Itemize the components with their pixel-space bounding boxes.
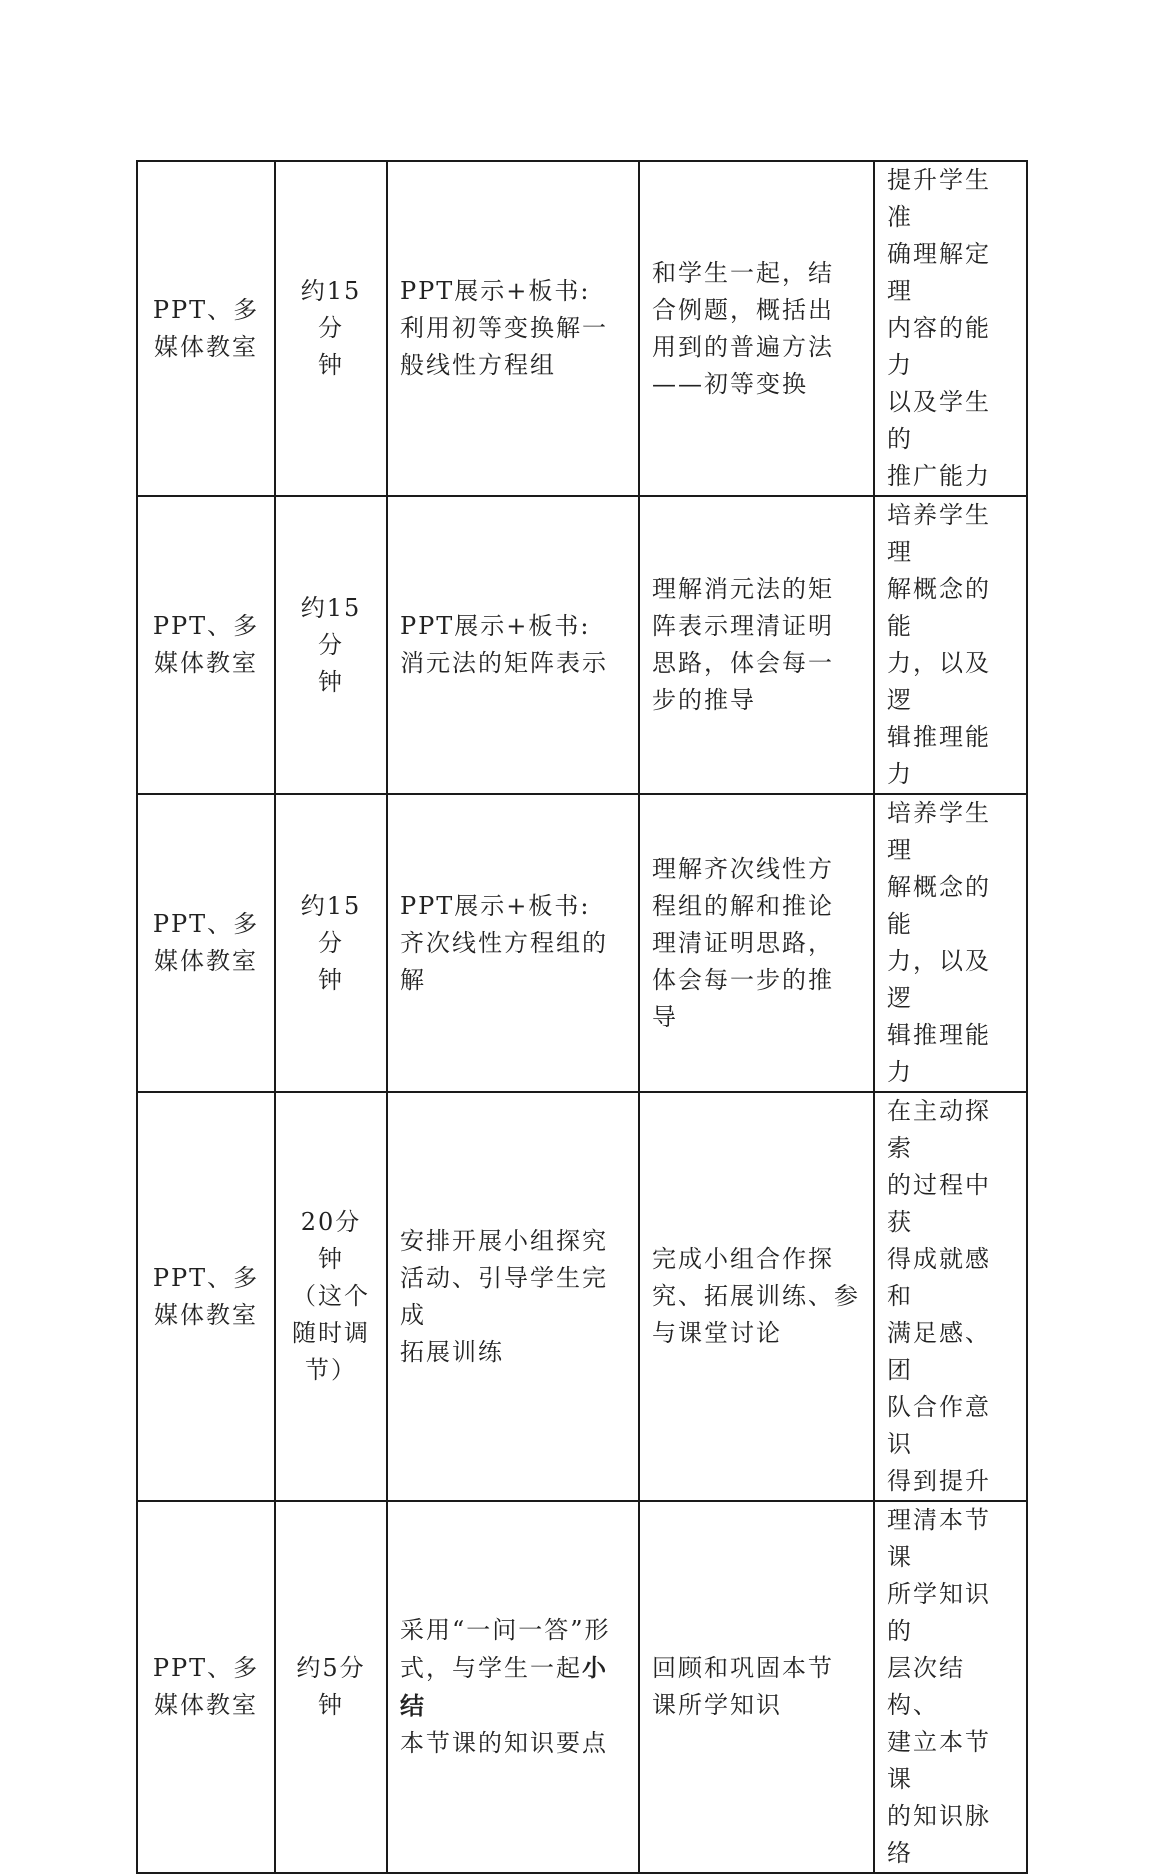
teacher-activity-cell: PPT展示+板书: 消元法的矩阵表示 — [387, 496, 639, 794]
teacher-activity-cell: 采用“一问一答”形 式，与学生一起小结 本节课的知识要点 — [387, 1501, 639, 1873]
summary-emphasis: 小结 — [400, 1653, 608, 1720]
time-cell: 20分钟 （这个 随时调 节） — [275, 1092, 387, 1501]
teacher-activity-cell: PPT展示+板书: 齐次线性方程组的 解 — [387, 794, 639, 1092]
student-activity-cell: 回顾和巩固本节 课所学知识 — [639, 1501, 874, 1873]
teacher-activity-cell: 安排开展小组探究 活动、引导学生完成 拓展训练 — [387, 1092, 639, 1501]
table-row — [137, 1092, 1027, 1501]
time-cell: 约15分 钟 — [275, 794, 387, 1092]
purpose-cell: 培养学生理 解概念的能 力，以及逻 辑推理能力 — [874, 496, 1027, 794]
resource-cell: PPT、多 媒体教室 — [137, 161, 275, 496]
table-row — [137, 1501, 1027, 1873]
lesson-plan-table — [136, 160, 1028, 1874]
table-row — [137, 794, 1027, 1092]
resource-cell: PPT、多 媒体教室 — [137, 1092, 275, 1501]
resource-cell: PPT、多 媒体教室 — [137, 496, 275, 794]
purpose-cell: 在主动探索 的过程中获 得成就感和 满足感、团 队合作意识 得到提升 — [874, 1092, 1027, 1501]
time-cell: 约15分 钟 — [275, 496, 387, 794]
resource-cell: PPT、多 媒体教室 — [137, 794, 275, 1092]
teacher-activity-cell: PPT展示+板书: 利用初等变换解一 般线性方程组 — [387, 161, 639, 496]
teacher-text: 式，与学生一起 — [400, 1654, 582, 1682]
time-cell: 约5分 钟 — [275, 1501, 387, 1873]
table-row — [137, 161, 1027, 496]
purpose-cell: 理清本节课 所学知识的 层次结构、 建立本节课 的知识脉络 — [874, 1501, 1027, 1873]
resource-cell: PPT、多 媒体教室 — [137, 1501, 275, 1873]
table-row — [137, 496, 1027, 794]
student-activity-cell: 理解消元法的矩 阵表示理清证明 思路，体会每一 步的推导 — [639, 496, 874, 794]
purpose-cell: 提升学生准 确理解定理 内容的能力 以及学生的 推广能力 — [874, 161, 1027, 496]
student-activity-cell: 完成小组合作探 究、拓展训练、参 与课堂讨论 — [639, 1092, 874, 1501]
time-cell: 约15分 钟 — [275, 161, 387, 496]
student-activity-cell: 理解齐次线性方 程组的解和推论 理清证明思路， 体会每一步的推 导 — [639, 794, 874, 1092]
student-activity-cell: 和学生一起，结 合例题，概括出 用到的普遍方法 ——初等变换 — [639, 161, 874, 496]
purpose-cell: 培养学生理 解概念的能 力，以及逻 辑推理能力 — [874, 794, 1027, 1092]
